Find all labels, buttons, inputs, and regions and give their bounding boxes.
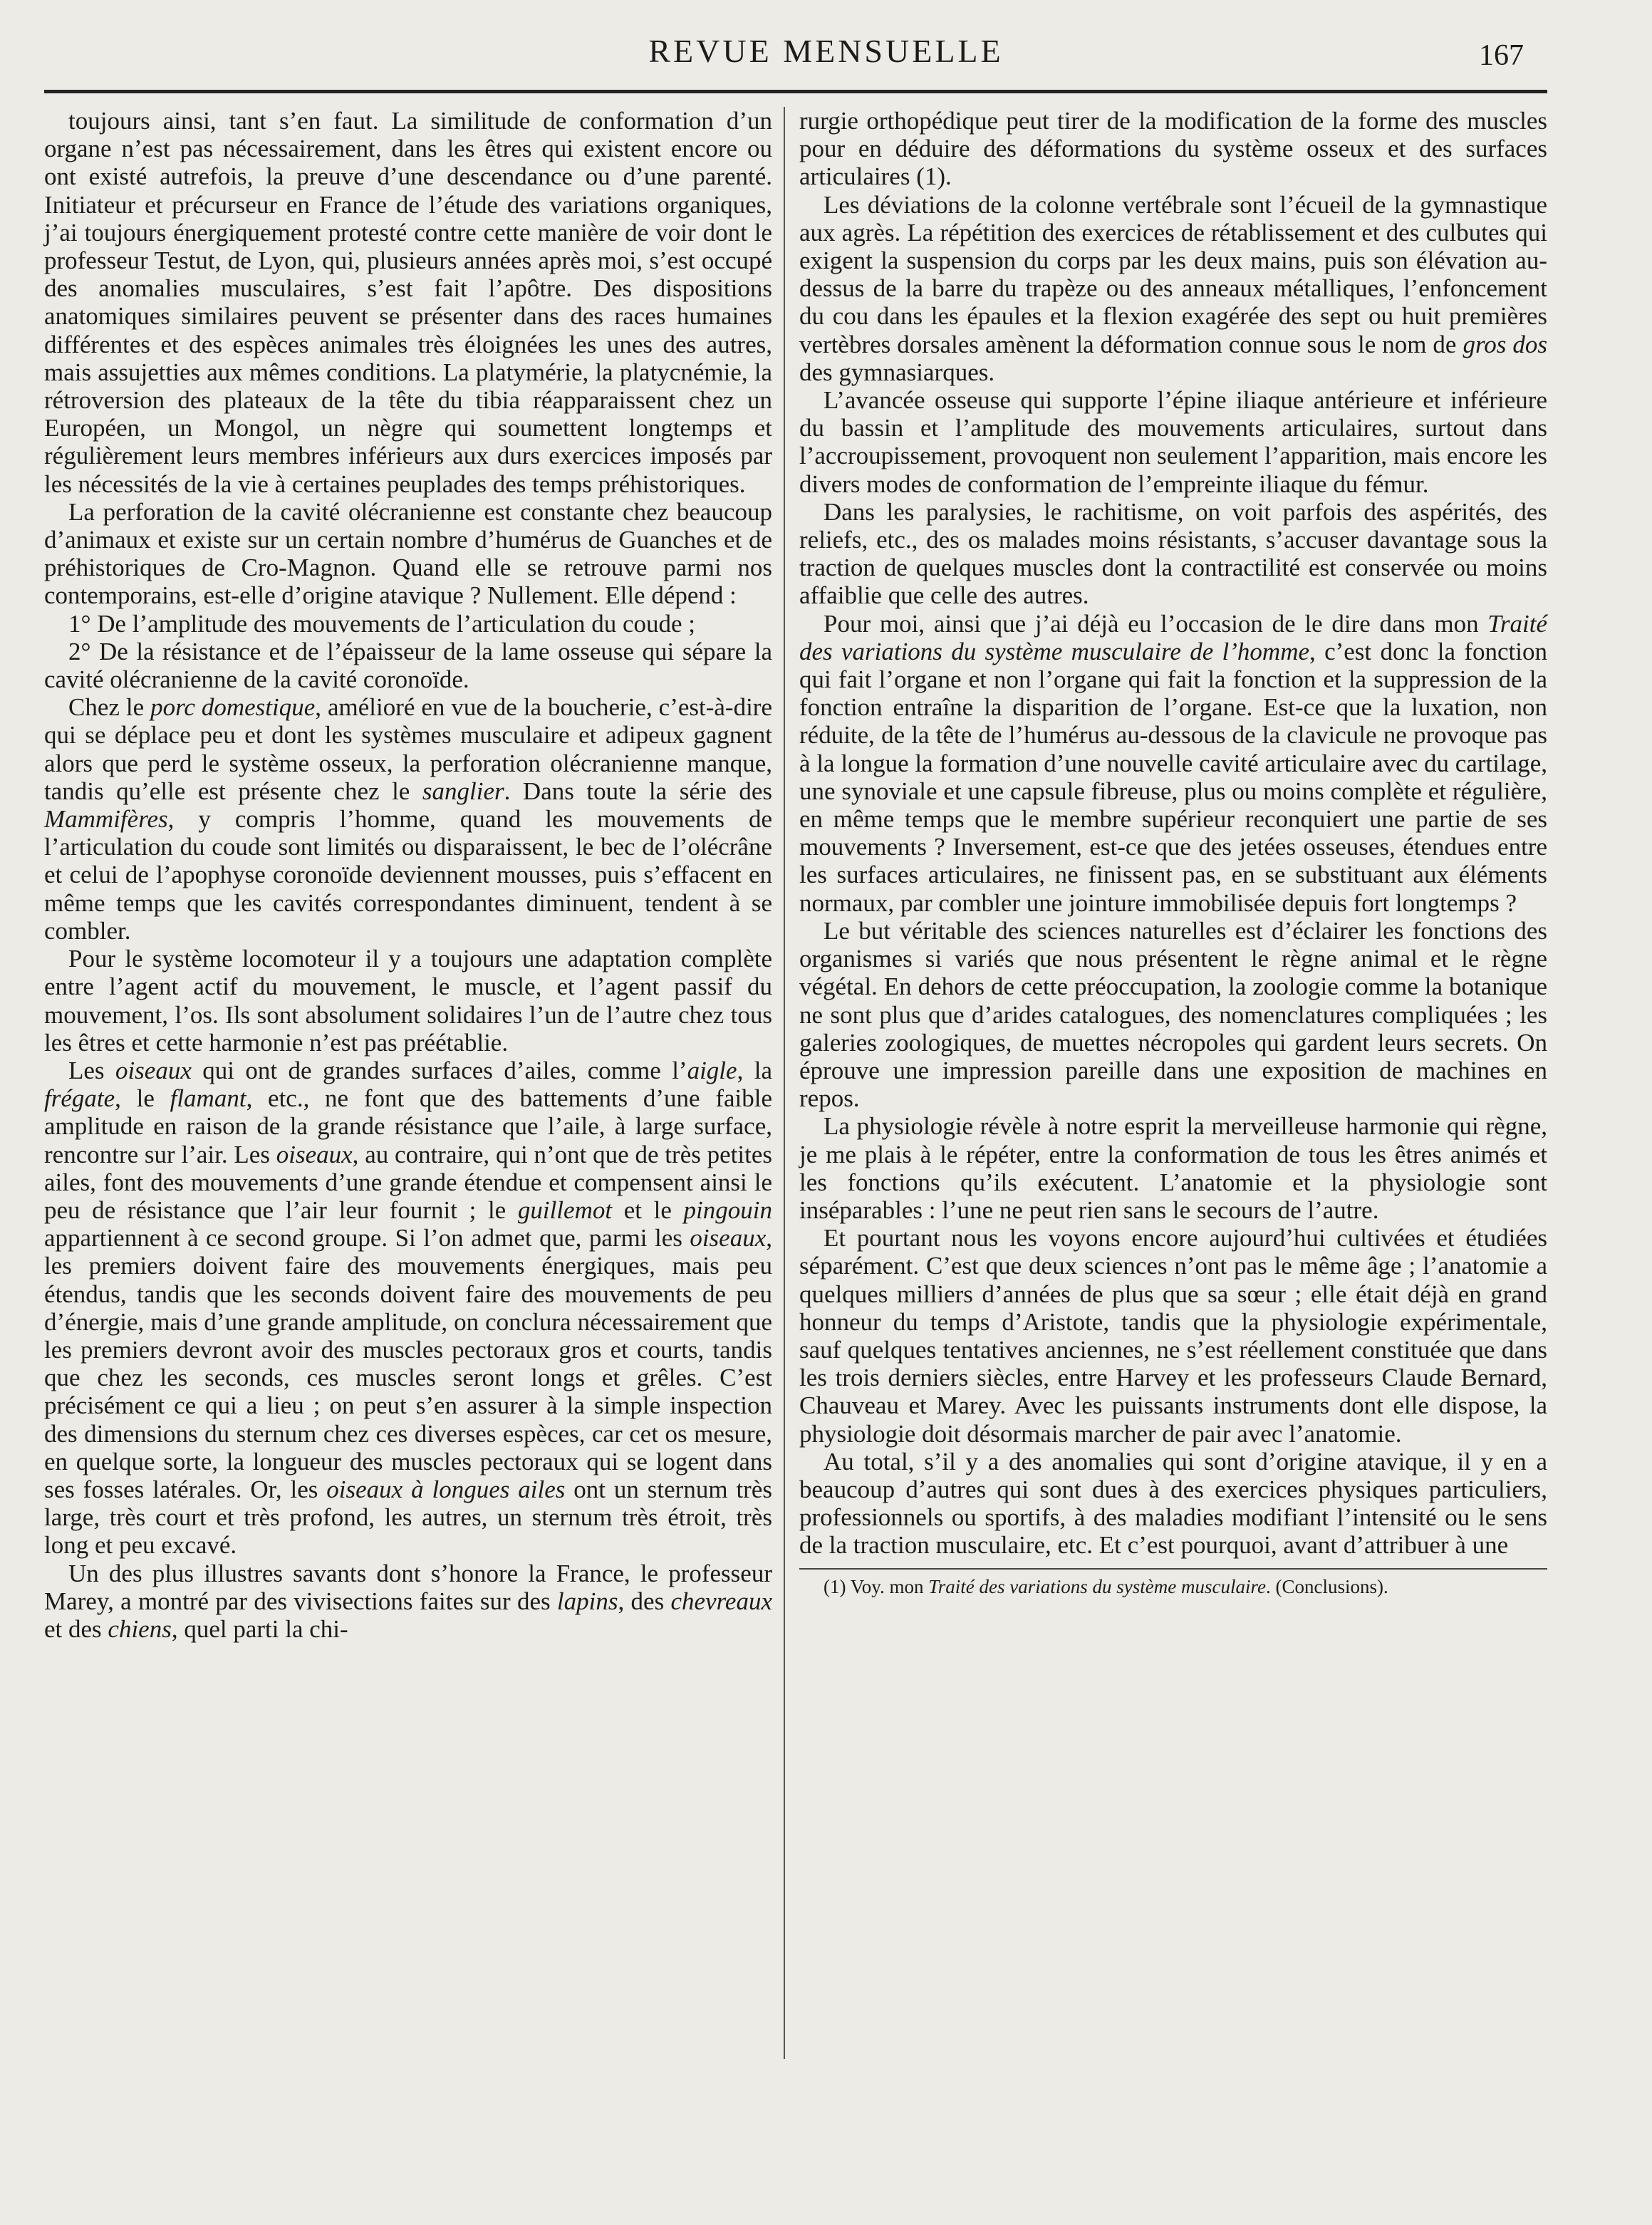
- paragraph: [799, 1112, 1547, 1224]
- text-run: 2° De la résistance et de l’épaisseur de la lame osseuse qui sépare la cavité olécranienne de la cavité coronoïde.: [44, 637, 772, 694]
- italic-term: lapins: [556, 1587, 618, 1615]
- paragraph: [799, 1224, 1547, 1448]
- header-rule: [44, 90, 1547, 93]
- text-run: Et pourtant nous les voyons encore aujourd’hui cultivées et étudiées séparément. C’est que deux sciences n’ont pas le même âge ; l’anatomie a quelques milliers d’années de plus que sa sœur ; elle était déjà en grand honneur du temps d’Aristote, tandis que la physiologie expérimentale, sauf quelques tentatives anciennes, ne s’est réellement constituée que dans les trois derniers siècles, entre Harvey et les professeurs Claude Bernard, Chauveau et Marey. Avec les puissants instruments dont elle dispose, la physiologie doit désormais marcher de pair avec l’anatomie.: [799, 1224, 1547, 1448]
- text-run: appartiennent à ce second groupe. Si l’on admet que, parmi les: [44, 1224, 690, 1252]
- italic-term: sanglier: [422, 777, 504, 805]
- right-column-body: [799, 107, 1547, 1560]
- italic-term: oiseaux à longues ailes: [326, 1475, 566, 1503]
- paragraph: [799, 107, 1547, 191]
- footnote: [799, 1575, 1547, 1598]
- text-run: La perforation de la cavité olécranienne est constante chez beaucoup d’animaux et existe sur un certain nombre d’humérus de Guanches et de préhistoriques de Cro-Magnon. Quand elle se retrouve parmi nos contemporains, est-elle d’origine atavique ? Nullement. Elle dépend :: [44, 497, 772, 610]
- text-run: , amélioré en vue de la boucherie, c’est-à-dire qui se déplace peu et dont les systèmes musculaire et adipeux gagnent alors que perd le système osseux, la perforation olécranienne manque, tandis qu’elle est présente chez le: [44, 693, 772, 805]
- italic-term: flamant: [170, 1084, 246, 1113]
- text-run: , au contraire, qui n’ont que de très petites ailes, font des mouvements d’une grande étendue et compensent ainsi le peu de résistance que l’air leur fournit ; le: [44, 1140, 773, 1224]
- text-run: , c’est donc la fonction qui fait l’organe et non l’organe qui fait la fonction et la suppression de la fonction entraîne la disparition de l’organe. Est-ce que la luxation, non réduite, de la tête de l’humérus au-dessous de la clavicule ne provoque pas à la longue la formation d’une nouvelle cavité articulaire avec du cartilage, une synoviale et une capsule fibreuse, plus ou moins complète et régulière, en même temps que le membre supérieur reconquiert une partie de ses mouvements ? Inversement, est-ce que des jetées osseuses, étendues entre les surfaces articulaires, ne finissent pas, en se substituant aux éléments normaux, par combler une jointure immobilisée depuis fort longtemps ?: [799, 637, 1547, 917]
- italic-term: frégate: [44, 1084, 115, 1113]
- text-run: , la: [737, 1056, 772, 1084]
- italic-term: Traité des variations du système musculaire: [928, 1575, 1266, 1597]
- paragraph: [44, 1057, 772, 1560]
- text-run: ont un sternum très large, très court et très profond, les autres, un sternum très étroit, très long et peu excavé.: [44, 1475, 772, 1560]
- italic-term: chevreaux: [670, 1587, 772, 1615]
- text-run: , les premiers doivent faire des mouvements énergiques, mais peu étendus, tandis que les seconds doivent faire des mouvements de peu d’énergie, mais d’une grande amplitude, on conclura nécessairement que les premiers devront avoir des muscles pectoraux gros et courts, tandis que chez les seconds, ces muscles seront longs et grêles. C’est précisément ce qui a lieu ; on peut s’en assurer à la simple inspection des dimensions du sternum chez ces diverses espèces, car cet os mesure, en quelque sorte, la longueur des muscles pectoraux qui se logent dans ses fosses latérales. Or, les: [44, 1224, 772, 1503]
- running-header-title: REVUE MENSUELLE: [648, 33, 1004, 69]
- italic-term: Mammifères: [44, 805, 168, 834]
- italic-term: guillemot: [517, 1196, 613, 1224]
- italic-term: chiens: [108, 1614, 172, 1643]
- italic-term: oiseaux: [115, 1056, 192, 1084]
- paragraph: [799, 917, 1547, 1112]
- text-run: des gymnasiarques.: [799, 358, 995, 386]
- text-run: Pour le système locomoteur il y a toujours une adaptation complète entre l’agent actif du mouvement, le muscle, et l’agent passif du mouvement, l’os. Ils sont absolument solidaires l’un de l’autre chez tous les êtres et cette harmonie n’est pas préétablie.: [44, 945, 772, 1057]
- text-run: L’avancée osseuse qui supporte l’épine iliaque antérieure et inférieure du bassin et l’amplitude des mouvements articulaires, surtout dans l’accroupissement, provoquent non seulement l’apparition, mais encore les divers modes de conformation de l’empreinte iliaque du fémur.: [799, 386, 1547, 498]
- text-run: . Dans toute la série des: [504, 777, 772, 805]
- text-run: Un des plus illustres savants dont s’honore la France, le professeur Marey, a montré par des vivisections faites sur des: [44, 1559, 772, 1615]
- paragraph: [44, 945, 772, 1057]
- text-run: rurgie orthopédique peut tirer de la modification de la forme des muscles pour en déduire des déformations du système osseux et des surfaces articulaires (1).: [799, 107, 1547, 191]
- text-run: qui ont de grandes surfaces d’ailes, comme l’: [191, 1056, 687, 1084]
- italic-term: oiseaux: [276, 1140, 353, 1168]
- italic-term: pingouin: [683, 1196, 772, 1224]
- text-run: Chez le: [68, 693, 151, 722]
- text-run: Le but véritable des sciences naturelles est d’éclairer les fonctions des organismes si variés que nous présentent le règne animal et le règne végétal. En dehors de cette préoccupation, la zoologie comme la botanique ne sont plus que d’arides catalogues, des nomenclatures compliquées ; les galeries zoologiques, de muettes nécropoles qui gardent leurs secrets. On éprouve une impression pareille dans une exposition de machines en repos.: [799, 916, 1547, 1113]
- text-run: toujours ainsi, tant s’en faut. La similitude de conformation d’un organe n’est pas nécessairement, dans les êtres qui existent encore ou ont existé autrefois, la preuve d’une descendance ou d’une parenté. Initiateur et précurseur en France de l’étude des variations organiques, j’ai toujours énergiquement protesté contre cette manière de voir dont le professeur Testut, de Lyon, qui, plusieurs années après moi, s’est occupé des anomalies musculaires, s’est fait l’apôtre. Des dispositions anatomiques similaires peuvent se présenter dans des races humaines différentes et des espèces animales très éloignées les unes des autres, mais assujetties aux mêmes conditions. La platymérie, la platycnémie, la rétroversion des plateaux de la tête du tibia réapparaissent chez un Européen, un Mongol, un nègre qui soumettent longtemps et régulièrement leurs membres inférieurs aux durs exercices imposés par les nécessités de la vie à certaines peuplades des temps préhistoriques.: [44, 107, 772, 498]
- paragraph: [44, 498, 772, 610]
- left-text-column: [44, 107, 772, 1643]
- text-run: et le: [612, 1196, 684, 1224]
- paragraph: [44, 638, 772, 693]
- text-run: Les: [68, 1056, 115, 1084]
- text-run: . (Conclusions).: [1265, 1575, 1388, 1597]
- paragraph: [44, 610, 772, 638]
- paragraph: [799, 386, 1547, 498]
- paragraph: [44, 693, 772, 945]
- text-run: La physiologie révèle à notre esprit la merveilleuse harmonie qui règne, je me plais à le répéter, entre la conformation de tous les êtres animés et les fonctions qu’ils exécutent. L’anatomie et la physiologie sont inséparables : l’une ne peut rien sans le secours de l’autre.: [799, 1112, 1547, 1224]
- italic-term: gros dos: [1463, 330, 1547, 358]
- text-run: , y compris l’homme, quand les mouvements de l’articulation du coude sont limités ou disparaissent, le bec de l’olécrâne et celui de l’apophyse coronoïde deviennent mousses, puis s’effacent en même temps que les cavités correspondantes diminuent, tendent à se combler.: [44, 805, 772, 945]
- paragraph: [799, 498, 1547, 610]
- italic-term: porc domestique: [150, 693, 316, 722]
- paragraph: [799, 191, 1547, 386]
- paragraph: [799, 1448, 1547, 1560]
- text-run: , des: [618, 1587, 671, 1615]
- text-run: 1° De l’amplitude des mouvements de l’articulation du coude ;: [68, 609, 696, 638]
- text-run: Dans les paralysies, le rachitisme, on voit parfois des aspérités, des reliefs, etc., des os malades moins résistants, s’accuser davantage sous la traction de quelques muscles dont la contractilité est conservée ou moins affaiblie que celle des autres.: [799, 497, 1547, 610]
- column-divider: [784, 107, 785, 2059]
- italic-term: oiseaux: [690, 1224, 767, 1252]
- text-run: , quel parti la chi-: [171, 1614, 348, 1643]
- text-run: (1) Voy. mon: [824, 1575, 929, 1597]
- text-run: et des: [44, 1614, 108, 1643]
- text-run: Au total, s’il y a des anomalies qui sont d’origine atavique, il y en a beaucoup d’autres qui sont dues à des exercices physiques particuliers, professionnels ou sportifs, à des maladies modifiant l’intensité ou le sens de la traction musculaire, etc. Et c’est pourquoi, avant d’attribuer à une: [799, 1447, 1547, 1560]
- footnote-rule: [799, 1568, 1547, 1570]
- page-number: 167: [1479, 39, 1524, 72]
- text-run: Les déviations de la colonne vertébrale sont l’écueil de la gymnastique aux agrès. La répétition des exercices de rétablissement et des culbutes qui exigent la suspension du corps par les deux mains, puis son élévation au-dessus de la barre du trapèze ou des anneaux métalliques, l’enfoncement du cou dans les épaules et la flexion exagérée des sept ou huit premières vertèbres dorsales amènent la déformation connue sous le nom de: [799, 190, 1547, 358]
- paragraph: [44, 1560, 772, 1644]
- paragraph: [799, 610, 1547, 917]
- italic-term: Traité des variations du système musculaire de l’homme: [799, 609, 1547, 665]
- paragraph: [44, 107, 772, 498]
- text-run: , le: [115, 1084, 170, 1113]
- text-run: Pour moi, ainsi que j’ai déjà eu l’occasion de le dire dans mon: [824, 609, 1488, 638]
- right-text-column: [799, 107, 1547, 1598]
- italic-term: aigle: [687, 1056, 737, 1084]
- text-run: , etc., ne font que des battements d’une faible amplitude en raison de la grande résistance que l’aile, à large surface, rencontre sur l’air. Les: [44, 1084, 772, 1168]
